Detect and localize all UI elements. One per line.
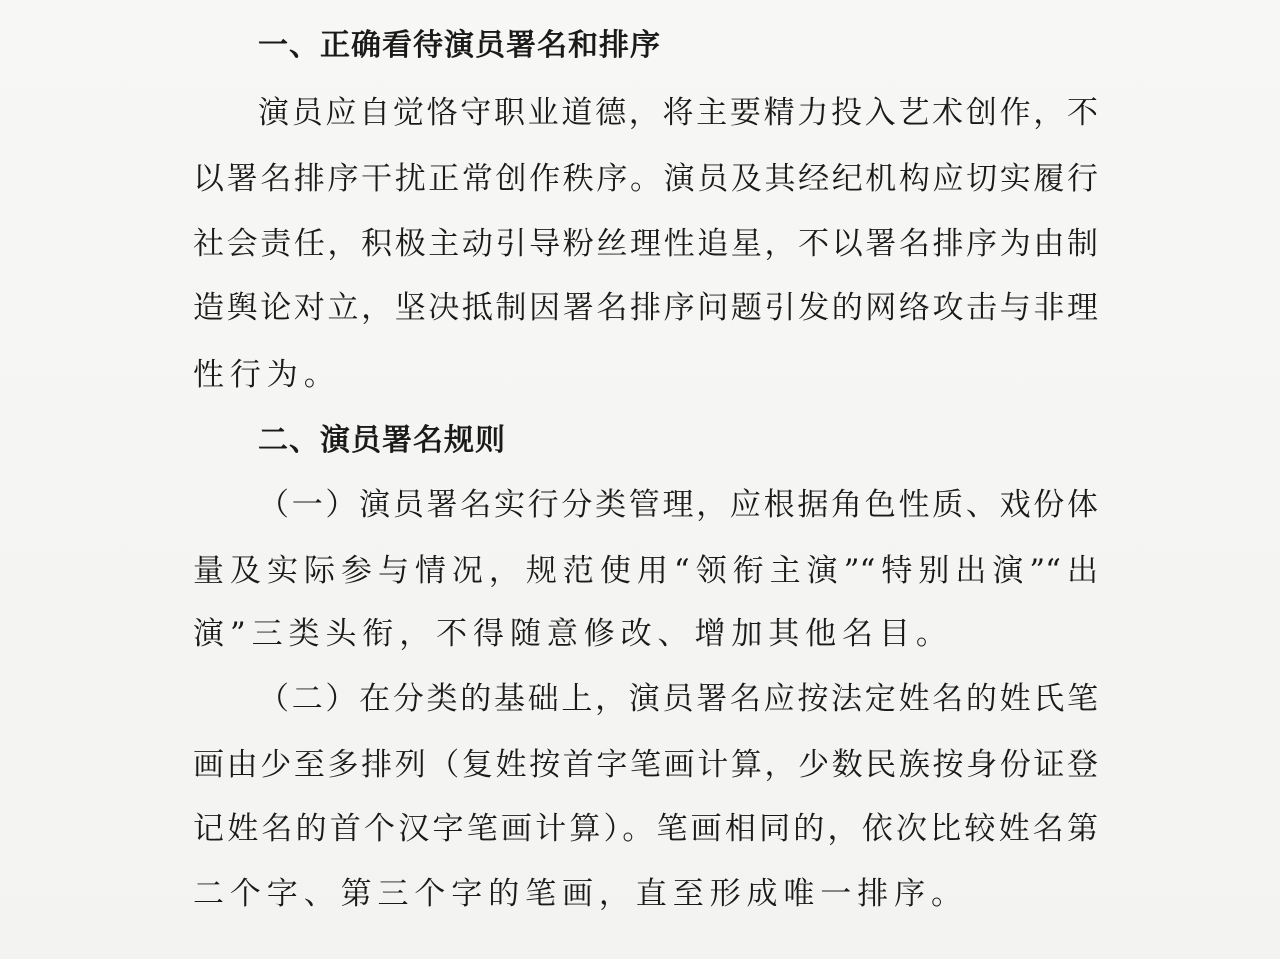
paragraph-line: 量及实际参与情况，规范使用“领衔主演”“特别出演”“出 <box>193 553 1098 589</box>
paragraph-line: 演员应自觉恪守职业道德，将主要精力投入艺术创作，不 <box>258 95 1098 131</box>
paragraph-line: （一）演员署名实行分类管理，应根据角色性质、戏份体 <box>258 487 1098 523</box>
paragraph-line: 性行为。 <box>193 357 341 393</box>
section-heading-2: 二、演员署名规则 <box>258 423 506 458</box>
paragraph-line: 二个字、第三个字的笔画，直至形成唯一排序。 <box>193 876 968 912</box>
paragraph-line: 演”三类头衔，不得随意修改、增加其他名目。 <box>193 616 953 652</box>
paragraph-line: 社会责任，积极主动引导粉丝理性追星，不以署名排序为由制 <box>193 226 1098 262</box>
paragraph-line: 画由少至多排列（复姓按首字笔画计算，少数民族按身份证登 <box>193 747 1098 783</box>
paragraph-line: 记姓名的首个汉字笔画计算）。笔画相同的，依次比较姓名第 <box>193 811 1098 847</box>
section-heading-1: 一、正确看待演员署名和排序 <box>258 28 661 63</box>
paragraph-line: 造舆论对立，坚决抵制因署名排序问题引发的网络攻击与非理 <box>193 290 1098 326</box>
paragraph-line: （二）在分类的基础上，演员署名应按法定姓名的姓氏笔 <box>258 681 1098 717</box>
paragraph-line: 以署名排序干扰正常创作秩序。演员及其经纪机构应切实履行 <box>193 161 1098 197</box>
